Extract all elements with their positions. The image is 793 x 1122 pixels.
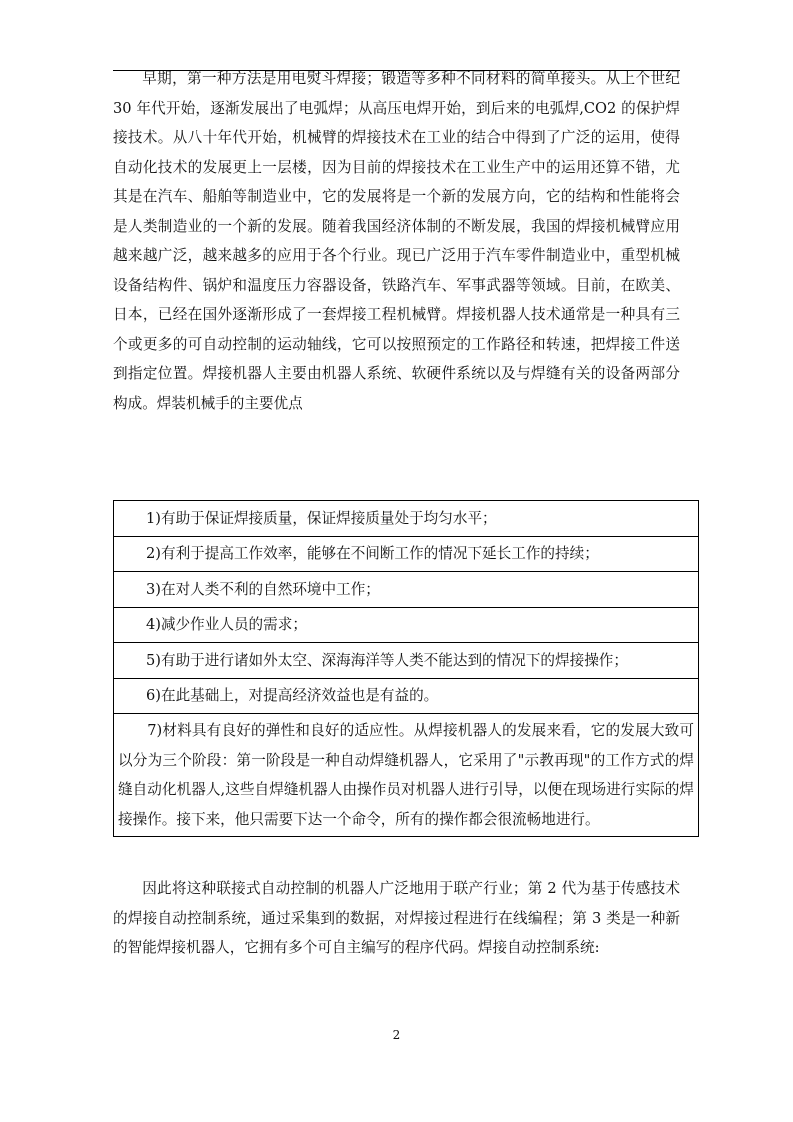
advantage-item-4: 4)减少作业人员的需求； bbox=[114, 607, 699, 643]
table-row bbox=[114, 501, 699, 537]
intro-paragraph: 早期，第一种方法是用电熨斗焊接；锻造等多种不同材料的简单接头。从上个世纪 30 年代开始，逐渐发展出了电弧焊；从高压电焊开始，到后来的电弧焊,CO2 的保护焊接技术。从八十年代开始，机械臂的焊接技术在工业的结合中得到了广泛的运用，使得自动化技术的发展更上一层楼，因为目前的焊接技术在工业生产中的运用还算不错，尤其是在汽车、船舶等制造业中，它的发展将是一个新的发展方向，它的结构和性能将会是人类制造业的一个新的发展。随着我国经济体制的不断发展，我国的焊接机械臂应用越来越广泛，越来越多的应用于各个行业。现已广泛用于汽车零件制造业中，重型机械设备结构件、锅炉和温度压力容器设备，铁路汽车、军事武器等领域。目前，在欧美、日本，已经在国外逐渐形成了一套焊接工程机械臂。焊接机器人技术通常是一种具有三个或更多的可自动控制的运动轴线，它可以按照预定的工作路径和转速，把焊接工件送到指定位置。焊接机器人主要由机器人系统、软硬件系统以及与焊缝有关的设备两部分构成。焊装机械手的主要优点 bbox=[113, 70, 680, 412]
advantage-item-2: 2)有利于提高工作效率，能够在不间断工作的情况下延长工作的持续； bbox=[114, 536, 699, 572]
advantage-item-1: 1)有助于保证焊接质量，保证焊接质量处于均匀水平； bbox=[114, 501, 699, 537]
advantages-table bbox=[113, 500, 699, 837]
table-row bbox=[114, 678, 699, 714]
page-number: 2 bbox=[392, 1028, 401, 1042]
table-row bbox=[114, 536, 699, 572]
advantage-item-7: 7)材料具有良好的弹性和良好的适应性。从焊接机器人的发展来看，它的发展大致可以分为三个阶段：第一阶段是一种自动焊缝机器人，它采用了"示教再现"的工作方式的焊缝自动化机器人,这些自焊缝机器人由操作员对机器人进行引导，以便在现场进行实际的焊接操作。接下来，他只需要下达一个命令，所有的操作都会很流畅地进行。 bbox=[114, 714, 699, 837]
closing-paragraph: 因此将这种联接式自动控制的机器人广泛地用于联产行业；第 2 代为基于传感技术的焊接自动控制系统，通过采集到的数据，对焊接过程进行在线编程；第 3 类是一种新的智能焊接机器人，它拥有多个可自主编写的程序代码。焊接自动控制系统: bbox=[113, 880, 680, 956]
advantage-item-5: 5)有助于进行诸如外太空、深海海洋等人类不能达到的情况下的焊接操作； bbox=[114, 643, 699, 679]
table-row bbox=[114, 607, 699, 643]
table-row bbox=[114, 643, 699, 679]
advantage-item-6: 6)在此基础上，对提高经济效益也是有益的。 bbox=[114, 678, 699, 714]
table-row bbox=[114, 572, 699, 608]
table-row bbox=[114, 714, 699, 837]
advantage-item-3: 3)在对人类不利的自然环境中工作； bbox=[114, 572, 699, 608]
